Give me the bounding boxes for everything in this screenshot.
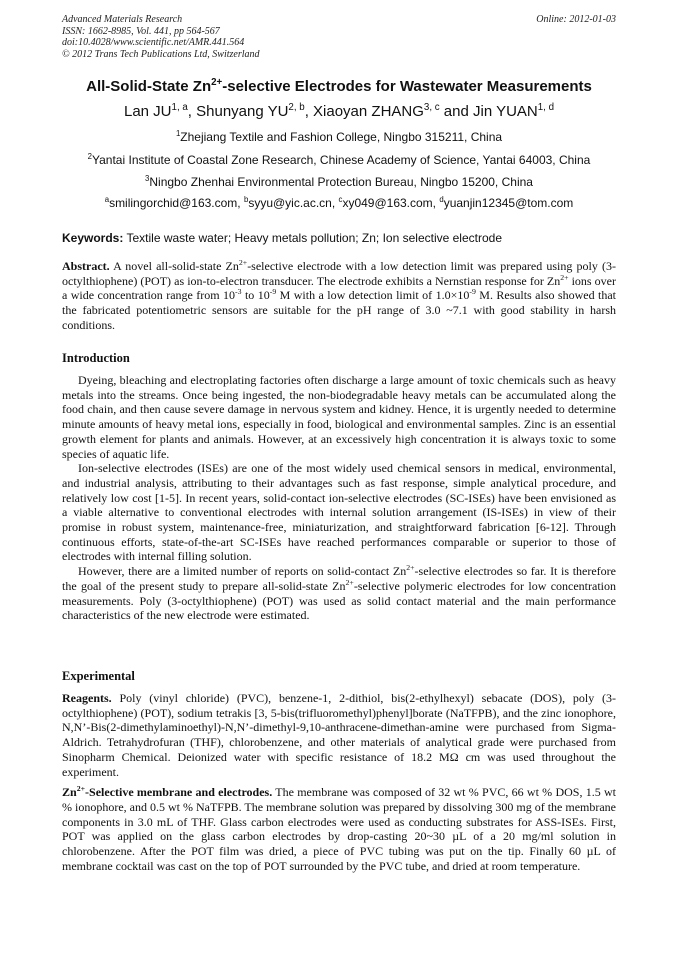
email-list: $^a$smilingorchid@163.com, $^b$syyu@yic.ac.cn, $^c$xy049@163.com, $^d$yuanjin12345@tom.com — [104, 195, 574, 210]
paragraph: $Zn^{2+}$-Selective membrane and electrodes. The membrane was composed of 32 wt % PVC, 66 wt % DOS, 1.5 wt % ionophore, and 0.5 wt % NaTFPB. The membrane solution was prepared by dissolving 300 mg of the membrane components in 3.0 mL of THF. Glass carbon electrodes were used as conducting substrates for ASS-ISEs. First, POT was applied on the glass carbon electrodes by drop-casting 20~30 µL of a 20 mg/ml solution in chlorobenzene. After the POT film was dried, a piece of PVC tubing was put on the tip. Finally 60 µL of membrane cocktail was cast on the top of POT surrounded by the PVC tube, and dried at room temperature. — [62, 784, 617, 873]
author: Shunyang YU$^{2, b}$, — [196, 102, 314, 120]
paragraph: Ion-selective electrodes (ISEs) are one of the most widely used chemical sensors in medical, environmental, and industrial analysis, attributing to their advantages such as fast response, simple analytical procedure, and relatively low cost [1-5]. In recent years, solid-contact ion-selective electrodes (SC-ISEs) have been envisioned as a viable alternative to conventional electrodes with internal solution arrangement (IS-ISEs) in view of their promise in robust system, maintenance-free, miniaturization, and straightforward fabrication [6-12]. Through continuous efforts, state-of-the-art SC-ISEs have reached performances comparable or superior to those of electrodes with internal filling solution. — [62, 461, 616, 564]
affiliation-3: $^3$Ningbo Zhenhai Environmental Protection Bureau, Ningbo 15200, China — [145, 174, 533, 189]
author: Xiaoyan ZHANG$^{3, c}$ and — [313, 102, 473, 120]
author-list — [40, 103, 638, 120]
title-text-a: All-Solid-State Zn — [86, 78, 212, 95]
title-text-b: -selective Electrodes for Wastewater Measurements — [222, 78, 592, 95]
keywords-text: Textile waste water; Heavy metals pollution; Zn; Ion selective electrode — [123, 231, 502, 245]
title-superscript: 2+ — [211, 77, 223, 88]
affiliation-1: $^1$Zhejiang Textile and Fashion College, Ningbo 315211, China — [175, 129, 503, 144]
reagents-label: Reagents. — [62, 691, 112, 705]
membrane-label: $Zn^{2+}$-Selective membrane and electrodes. — [62, 784, 273, 800]
keywords — [62, 231, 622, 245]
doi-line: doi:10.4028/www.scientific.net/AMR.441.564 — [62, 37, 245, 48]
paper-title — [40, 78, 638, 95]
section-heading-experimental: Experimental — [62, 669, 135, 683]
paragraph: Dyeing, bleaching and electroplating factories often discharge a large amount of toxic chemicals such as heavy metals into the streams. Once being ingested, the non-biodegradable heavy metals can be accumulated along the food chain, and then cause severe damage in nervous system and kidney. Hence, it is urgently needed to determine minute amounts of heavy metal ions, especially in food, biological and environmental samples. Zinc is an essential growth element for plants and animals. However, at an excessively high concentration it is always toxic to some species of aquatic life. — [62, 373, 616, 461]
abstract-label: Abstract. — [62, 259, 110, 273]
affiliation-2: $^2$Yantai Institute of Coastal Zone Research, Chinese Academy of Science, Yantai 64003, China — [87, 152, 591, 167]
section-heading-introduction: Introduction — [62, 351, 130, 365]
journal-name: Advanced Materials Research — [62, 14, 183, 25]
paragraph: However, there are a limited number of reports on solid-contact $Zn^{2+}$-selective electrodes so far. It is therefore the goal of the present study to prepare all-solid-state $Zn^{2+}$-selective polymeric electrodes for low concentration measurements. Poly (3-octylthiophene) (POT) was used as solid contact material and the main performance characteristics of the new electrode were estimated. — [62, 563, 616, 623]
experimental-body — [62, 691, 616, 873]
journal-header — [62, 14, 616, 60]
abstract: Abstract. A novel all-solid-state $Zn^{2+}$-selective electrode with a low detection limit was prepared using poly (3-octylthiophene) (POT) as ion-to-electron transducer. The electrode exhibits a Nernstian response for $Zn^{2+}$ ions over a wide concentration range from $10^{-3}$ to $10^{-9}$ M with a low detection limit of $1.0\times 10^{-9}$ M. Results also showed that the fabricated potentiometric sensors are suitable for the pH range of 3.0 ~7.1 with good stability in harsh conditions. — [62, 258, 616, 332]
copyright-line: © 2012 Trans Tech Publications Ltd, Switzerland — [62, 48, 260, 60]
paragraph: Reagents. Poly (vinyl chloride) (PVC), benzene-1, 2-dithiol, bis(2-ethylhexyl) sebacate (DOS), poly (3-octylthiophene) (POT), sodium tetrakis [3, 5-bis(trifluoromethyl)phenyl]borate (NaTFPB), and the zinc ionophore, N,N’-Bis(2-dimethylaminoethyl)-N,N’-dimethyl-9,10-anthracene-dimethan-amine were purchased from Sigma-Aldrich. Tetrahydrofuran (THF), chlorobenzene, and other materials of analytical grade were purchased from Sinopharm Chemical. Deionized water with specific resistance of 18.2 MΩ cm was used throughout the experiment. — [62, 691, 616, 779]
author: Jin YUAN$^{1, d}$ — [473, 102, 555, 120]
introduction-body — [62, 373, 616, 623]
issn-line: ISSN: 1662-8985, Vol. 441, pp 564-567 — [62, 25, 220, 37]
author: Lan JU$^{1, a}$, — [123, 102, 197, 120]
keywords-label: Keywords: — [62, 231, 124, 245]
online-date: Online: 2012-01-03 — [536, 14, 616, 25]
